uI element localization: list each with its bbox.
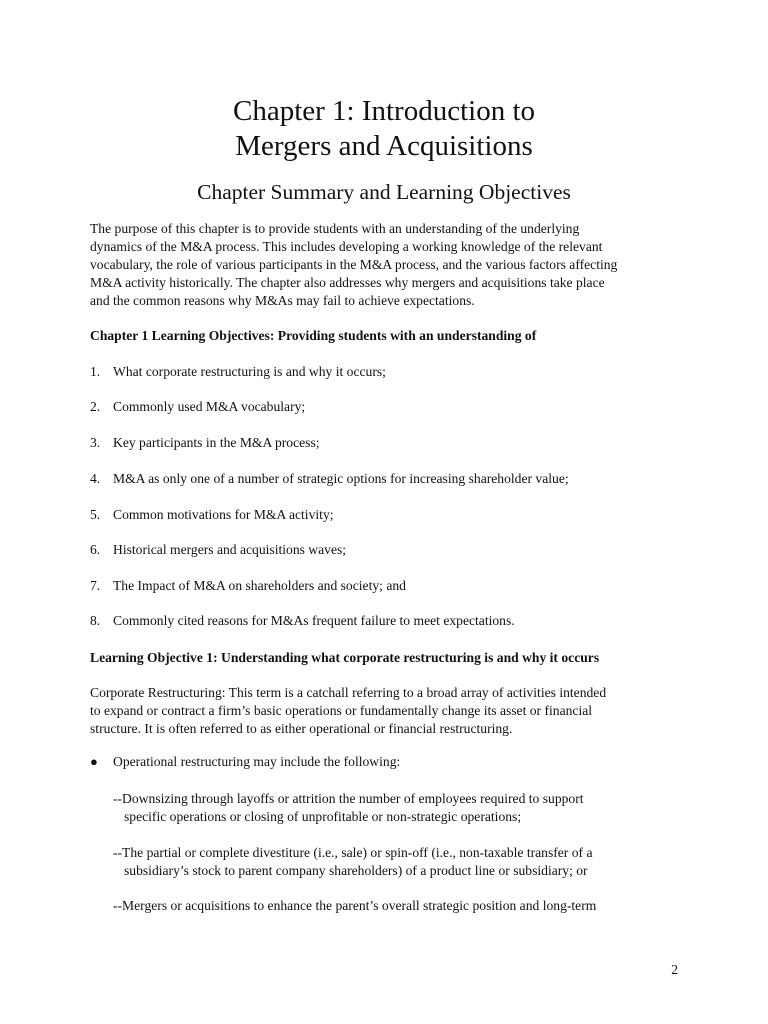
objective-item xyxy=(90,612,515,630)
objective-text: Historical mergers and acquisitions waves; xyxy=(113,542,347,557)
objective-item xyxy=(90,398,305,416)
restructuring-paragraph xyxy=(90,684,690,738)
objective-item xyxy=(90,363,386,381)
objectives-heading: Chapter 1 Learning Objectives: Providing students with an understanding of xyxy=(90,328,537,343)
objective-text: The Impact of M&A on shareholders and society; and xyxy=(113,578,406,593)
objective-item xyxy=(90,470,569,488)
sub-item-line: --Mergers or acquisitions to enhance the parent’s overall strategic position and long-term xyxy=(113,898,597,913)
objective-item xyxy=(90,541,346,559)
bullet-item xyxy=(90,753,400,771)
sub-item xyxy=(113,790,673,826)
objective-number: 8. xyxy=(90,613,101,628)
intro-line: vocabulary, the role of various participants in the M&A process, and the various factors affecting xyxy=(90,257,618,272)
objective-number: 1. xyxy=(90,364,101,379)
objective-number: 4. xyxy=(90,471,101,486)
objective-text: What corporate restructuring is and why it occurs; xyxy=(113,364,386,379)
restructuring-line: Corporate Restructuring: This term is a catchall referring to a broad array of activities intended xyxy=(90,685,607,700)
objective-item xyxy=(90,434,320,452)
objective-text: Commonly cited reasons for M&As frequent failure to meet expectations. xyxy=(113,613,515,628)
sub-item xyxy=(113,844,673,880)
intro-line: The purpose of this chapter is to provide students with an understanding of the underlying xyxy=(90,221,580,236)
chapter-subtitle: Chapter Summary and Learning Objectives xyxy=(197,180,571,204)
intro-line: dynamics of the M&A process. This includes developing a working knowledge of the relevant xyxy=(90,239,603,254)
objective-number: 2. xyxy=(90,399,101,414)
sub-item-line: --The partial or complete divestiture (i.e., sale) or spin-off (i.e., non-taxable transfer of a xyxy=(113,845,593,860)
objective-text: M&A as only one of a number of strategic options for increasing shareholder value; xyxy=(113,471,569,486)
restructuring-line: to expand or contract a firm’s basic operations or fundamentally change its asset or financial xyxy=(90,703,593,718)
chapter-title-line-2: Mergers and Acquisitions xyxy=(235,130,533,162)
sub-item xyxy=(113,897,673,915)
intro-line: M&A activity historically. The chapter also addresses why mergers and acquisitions take place xyxy=(90,275,605,290)
intro-paragraph xyxy=(90,220,690,310)
objective-number: 6. xyxy=(90,542,101,557)
objective-number: 5. xyxy=(90,507,101,522)
bullet-icon: ● xyxy=(90,754,98,769)
objective-number: 7. xyxy=(90,578,101,593)
restructuring-line: structure. It is often referred to as either operational or financial restructuring. xyxy=(90,721,513,736)
sub-item-line: specific operations or closing of unprofitable or non-strategic operations; xyxy=(124,809,522,824)
bullet-text: Operational restructuring may include the following: xyxy=(113,754,401,769)
objective-text: Common motivations for M&A activity; xyxy=(113,507,334,522)
chapter-title-line-1: Chapter 1: Introduction to xyxy=(232,95,536,127)
objective-item xyxy=(90,506,334,524)
objective-item xyxy=(90,577,406,595)
chapter-title xyxy=(0,94,768,164)
learning-objective-1-heading: Learning Objective 1: Understanding what corporate restructuring is and why it occurs xyxy=(90,650,600,665)
page-number: 2 xyxy=(671,962,678,977)
sub-item-line: --Downsizing through layoffs or attrition the number of employees required to support xyxy=(113,791,584,806)
objective-text: Key participants in the M&A process; xyxy=(113,435,320,450)
intro-line: and the common reasons why M&As may fail to achieve expectations. xyxy=(90,293,475,308)
sub-item-line: subsidiary’s stock to parent company shareholders) of a product line or subsidiary; or xyxy=(124,863,588,878)
objective-number: 3. xyxy=(90,435,101,450)
objective-text: Commonly used M&A vocabulary; xyxy=(113,399,306,414)
